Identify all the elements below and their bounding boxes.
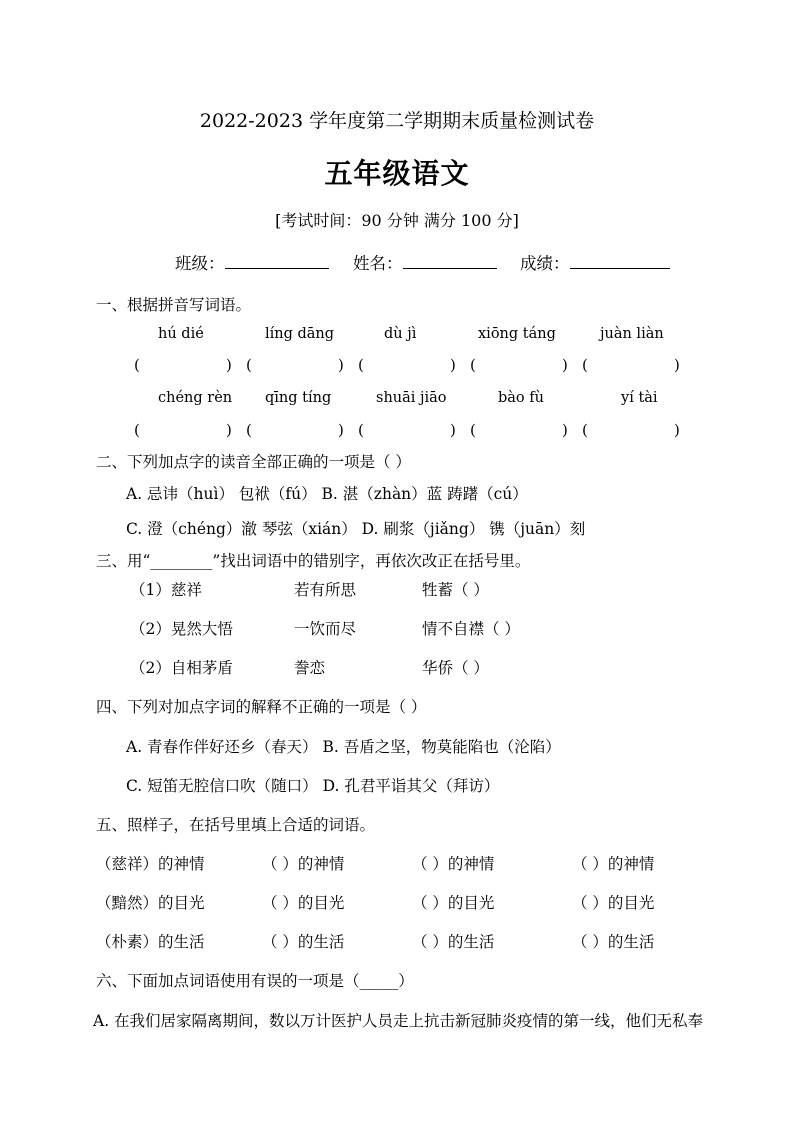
q3-item: （2）晃然大悟	[130, 620, 233, 638]
q5-blank: （ ）的生活	[262, 933, 345, 951]
name-label: 姓名：	[353, 254, 403, 273]
score-field	[520, 250, 670, 274]
q5-example: （慈祥）的神情	[96, 855, 205, 873]
score-label: 成绩：	[520, 254, 570, 273]
q5-example: （黯然）的目光	[96, 894, 205, 912]
pinyin-item: yí tài	[621, 390, 658, 406]
q5-blank: （ ）的目光	[262, 894, 345, 912]
q3-item: 华侨（ ）	[422, 659, 489, 677]
exam-subject-title: 五年级语文	[324, 157, 470, 190]
q3-item: 誊恋	[294, 659, 326, 677]
q2-title: 二、下列加点字的读音全部正确的一项是（ ）	[96, 453, 411, 471]
q5-blank: （ ）的神情	[572, 855, 655, 873]
q4-options-cd: C. 短笛无腔信口吹（随口） D. 孔君平诣其父（拜访）	[126, 777, 500, 795]
q5-blank: （ ）的神情	[262, 855, 345, 873]
q2-options-ab: A. 忌讳（huì） 包袱（fú） B. 湛（zhàn）蓝 踌躇（cú）	[126, 485, 528, 503]
q3-item: 若有所思	[294, 581, 357, 599]
q5-example: （朴素）的生活	[96, 933, 205, 951]
q3-title: 三、用“________”找出词语中的错别字，再依次改正在括号里。	[96, 552, 531, 570]
q3-item: 牲蓄（ ）	[422, 581, 489, 599]
pinyin-item: chéng rèn	[158, 390, 233, 406]
name-blank[interactable]	[403, 252, 497, 269]
q5-blank: （ ）的生活	[572, 933, 655, 951]
q5-blank: （ ）的目光	[572, 894, 655, 912]
q4-title: 四、下列对加点字词的解释不正确的一项是（ ）	[96, 698, 427, 716]
pinyin-item: xiōng táng	[478, 326, 556, 342]
q5-blank: （ ）的目光	[412, 894, 495, 912]
q4-options-ab: A. 青春作伴好还乡（春天） B. 吾盾之坚，物莫能陷也（沦陷）	[126, 738, 561, 756]
q3-item: （2）自相茅盾	[130, 659, 233, 677]
pinyin-item: hú dié	[158, 326, 204, 342]
exam-info: [考试时间：90 分钟 满分 100 分]	[275, 211, 519, 230]
q5-blank: （ ）的生活	[412, 933, 495, 951]
q3-item: （1）慈祥	[130, 581, 202, 599]
q2-options-cd: C. 澄（chéng）澈 琴弦（xián） D. 刷浆（jiǎng） 镌（juān）刻	[126, 520, 586, 538]
q6-title: 六、下面加点词语使用有误的一项是（_____）	[96, 972, 414, 990]
pinyin-item: juàn liàn	[600, 326, 664, 342]
exam-year-title: 2022-2023 学年度第二学期期末质量检测试卷	[199, 110, 595, 132]
q3-item: 一饮而尽	[294, 620, 357, 638]
q5-blank: （ ）的神情	[412, 855, 495, 873]
pinyin-item: bào fù	[498, 390, 544, 406]
name-field	[353, 250, 497, 274]
pinyin-item: dù jì	[384, 326, 417, 342]
pinyin-item: qīng tíng	[265, 390, 332, 406]
class-blank[interactable]	[225, 252, 329, 269]
score-blank[interactable]	[570, 252, 670, 269]
class-label: 班级：	[175, 254, 225, 273]
pinyin-item: líng dāng	[265, 326, 335, 342]
q6-option-a: A. 在我们居家隔离期间，数以万计医护人员走上抗击新冠肺炎疫情的第一线，他们无私奉	[93, 1012, 704, 1030]
exam-page: 2022-2023 学年度第二学期期末质量检测试卷 五年级语文 [考试时间：90 分钟 满分 100 分] 班级： 姓名： 成绩： 一、根据拼音写词语。 hú dié líng dāng dù jì xiōng táng juàn liàn ( ) ( ) ( ) ( ) ( ) chéng rèn qīng tíng shuāi jiāo bào fù yí tài ( ) ( ) ( ) ( ) ( ) 二、下列加点字的读音全部正确的一项是（ ） A. 忌讳（huì） 包袱（fú） B. 湛（zhàn）蓝 踌躇（cú） C. 澄（chéng）澈 琴弦（xián） D. 刷浆（jiǎng） 镌（juān）刻 三、用“________”找出词语中的错别字，再依次改正在括号里。 （1）慈祥 若有所思 牲蓄（ ） （2）晃然大悟 一饮而尽 情不自襟（ ） （2）自相茅盾 誊恋 华侨（ ） 四、下列对加点字词的解释不正确的一项是（ ） A. 青春作伴好还乡（春天） B. 吾盾之坚，物莫能陷也（沦陷） C. 短笛无腔信口吹（随口） D. 孔君平诣其父（拜访） 五、照样子，在括号里填上合适的词语。 （慈祥）的神情 （ ）的神情 （ ）的神情 （ ）的神情 （黯然）的目光 （ ）的目光 （ ）的目光 （ ）的目光 （朴素）的生活 （ ）的生活 （ ）的生活 （ ）的生活 六、下面加点词语使用有误的一项是（_____） A. 在我们居家隔离期间，数以万计医护人员走上抗击新冠肺炎疫情的第一线，他们无私奉	[0, 0, 794, 1123]
q1-title: 一、根据拼音写词语。	[96, 296, 252, 314]
class-field	[175, 250, 329, 274]
q5-title: 五、照样子，在括号里填上合适的词语。	[96, 816, 376, 834]
q3-item: 情不自襟（ ）	[422, 620, 520, 638]
pinyin-item: shuāi jiāo	[376, 390, 447, 406]
